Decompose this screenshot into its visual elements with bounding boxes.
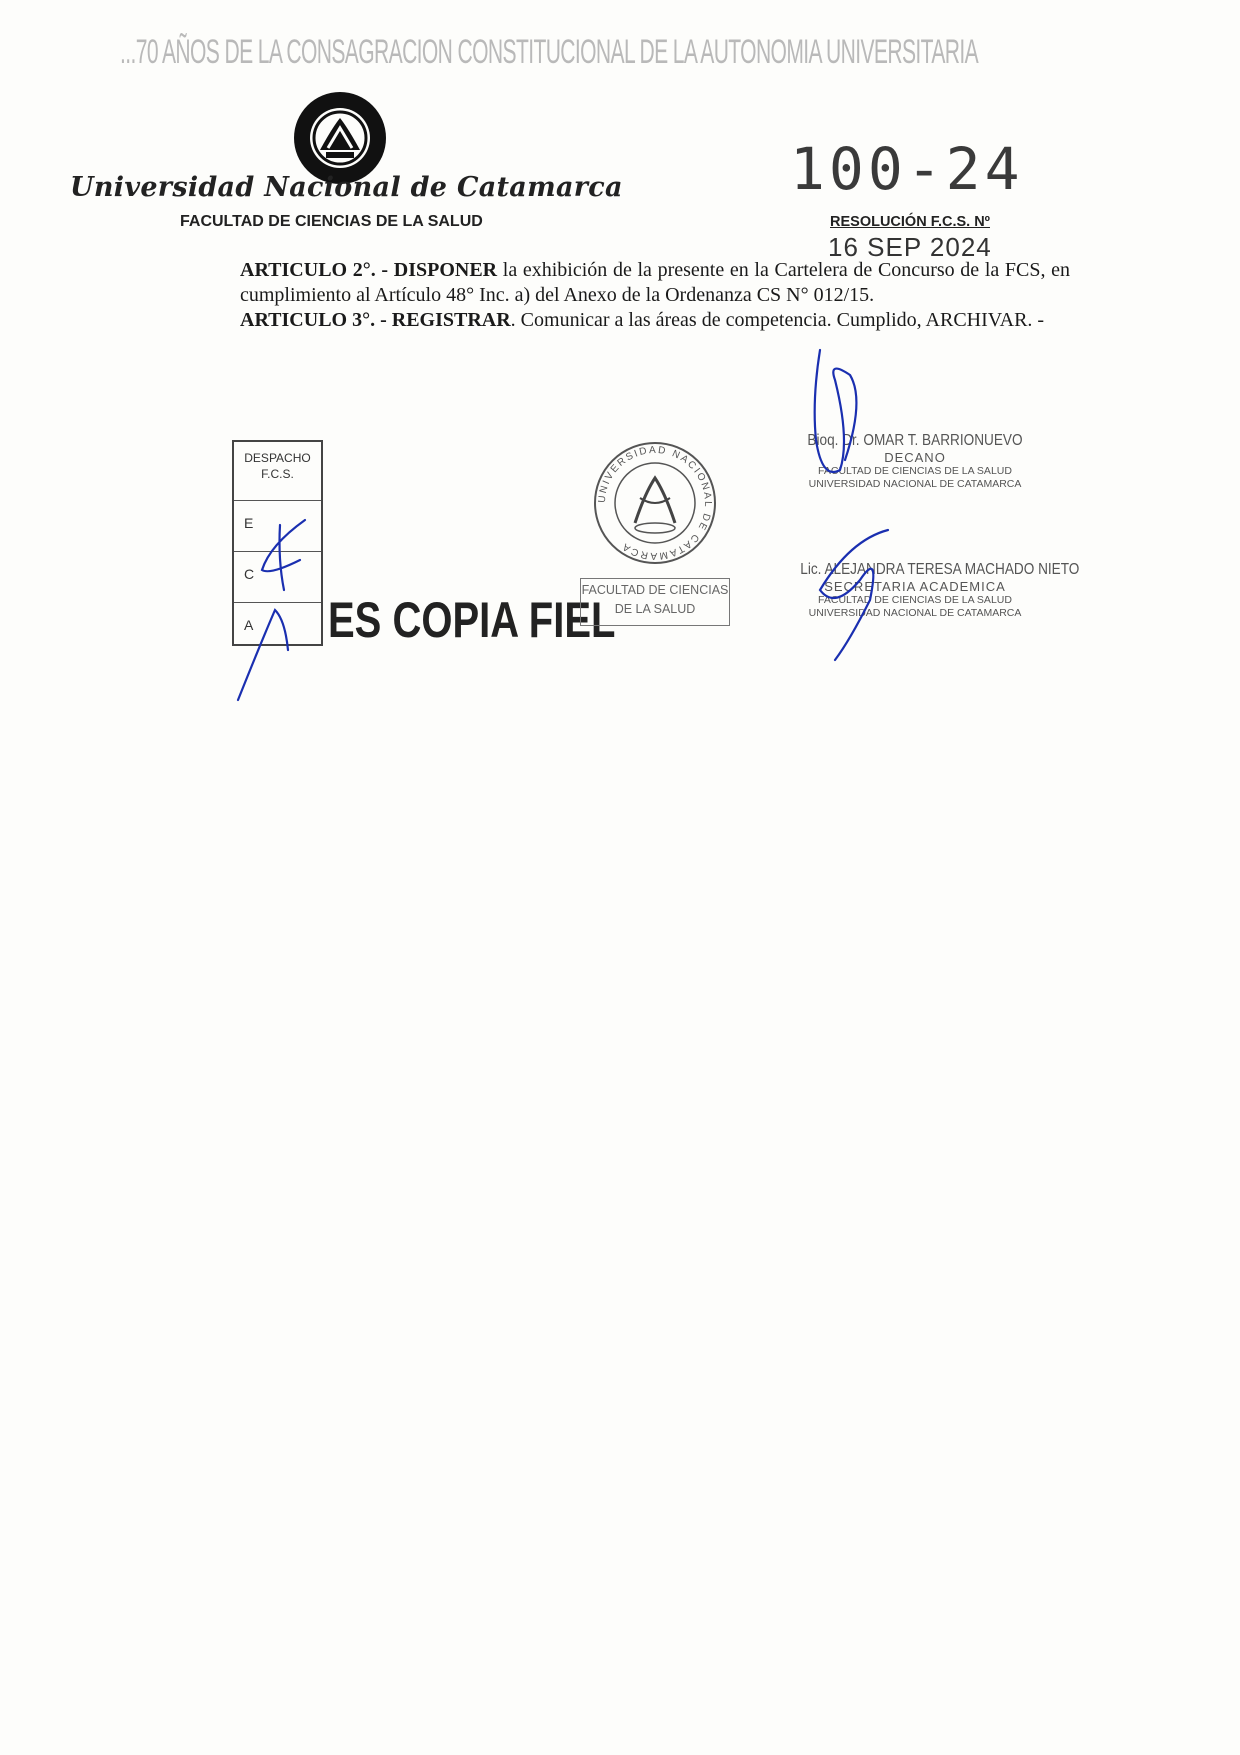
signatory-name: Lic. ALEJANDRA TERESA MACHADO NIETO xyxy=(800,561,1080,578)
signatory-university: UNIVERSIDAD NACIONAL DE CATAMARCA xyxy=(808,478,1022,490)
university-name: Universidad Nacional de Catamarca xyxy=(70,172,623,203)
article-keyword: REGISTRAR xyxy=(391,309,511,331)
despacho-subtitle: F.C.S. xyxy=(261,467,294,481)
faculty-name: FACULTAD DE CIENCIAS DE LA SALUD xyxy=(180,213,483,230)
despacho-row-letter: A xyxy=(244,617,254,633)
signatory-title: SECRETARIA ACADEMICA xyxy=(824,579,1006,594)
article-text: la exhibición de la presente en la Cartelera de Concurso de la FCS, en cumplimiento al Artículo 48° Inc. a) del Anexo de la Ordenanza CS N° 012/15. xyxy=(240,259,1071,306)
despacho-row-letter: C xyxy=(244,566,255,582)
resolution-body xyxy=(240,258,1070,333)
university-seal-icon xyxy=(590,438,720,568)
signatory-university: UNIVERSIDAD NACIONAL DE CATAMARCA xyxy=(808,607,1022,619)
signatory-faculty: FACULTAD DE CIENCIAS DE LA SALUD xyxy=(818,465,1012,477)
resolution-date: 16 SEP 2024 xyxy=(828,232,992,262)
despacho-title: DESPACHO xyxy=(244,451,311,465)
faculty-stamp xyxy=(580,578,730,626)
header-motto: ...70 AÑOS DE LA CONSAGRACION CONSTITUCIONAL DE LA AUTONOMIA UNIVERSITARIA xyxy=(120,33,979,71)
seal-text: UNIVERSIDAD NACIONAL DE CATAMARCA xyxy=(596,444,714,562)
signatory-title: DECANO xyxy=(884,450,946,465)
signature-block-dean xyxy=(780,432,1050,491)
despacho-row xyxy=(234,501,321,552)
faculty-stamp-line1: FACULTAD DE CIENCIAS xyxy=(581,583,729,597)
despacho-stamp xyxy=(232,440,323,646)
article-3 xyxy=(240,308,1070,333)
article-heading: ARTICULO 3°. - xyxy=(240,309,387,331)
signature-block-secretary xyxy=(780,561,1080,620)
article-heading: ARTICULO 2°. - xyxy=(240,259,389,281)
copy-stamp: ES COPIA FIEL xyxy=(328,592,616,648)
despacho-header xyxy=(234,442,321,501)
article-text: . Comunicar a las áreas de competencia. Cumplido, ARCHIVAR. - xyxy=(510,309,1045,331)
resolution-number: 100-24 xyxy=(790,135,1024,203)
article-2 xyxy=(240,258,1070,308)
article-keyword: DISPONER xyxy=(393,259,498,281)
faculty-stamp-line2: DE LA SALUD xyxy=(614,602,696,616)
resolution-label: RESOLUCIÓN F.C.S. Nº xyxy=(830,214,990,230)
despacho-row xyxy=(234,552,321,603)
despacho-row-letter: E xyxy=(244,515,254,531)
signatory-name: Bioq. Dr. OMAR T. BARRIONUEVO xyxy=(807,432,1023,449)
signatory-faculty: FACULTAD DE CIENCIAS DE LA SALUD xyxy=(818,594,1012,606)
despacho-row xyxy=(234,603,321,653)
